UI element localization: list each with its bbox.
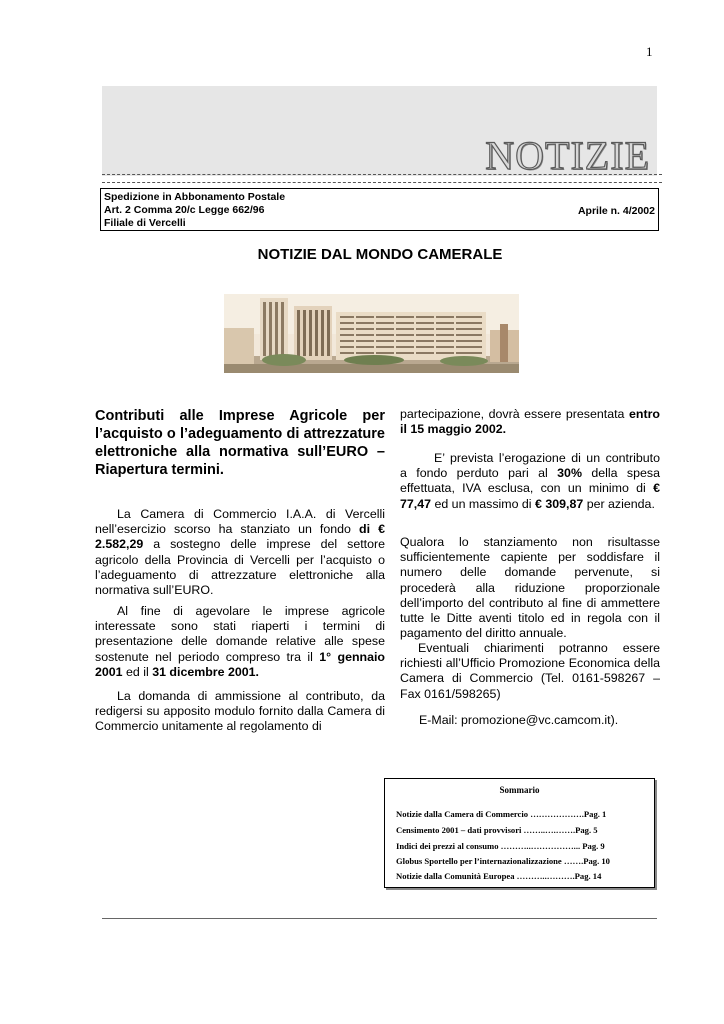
article-paragraph-7 — [400, 641, 660, 702]
toc-title: Sommario — [499, 785, 540, 795]
toc-item[interactable]: Censimento 2001 – dati provvisori ……..….…….Pag. 5 — [396, 825, 598, 835]
article-paragraph-2 — [95, 604, 385, 680]
article-paragraph-5 — [400, 451, 660, 512]
article-text: La domanda di ammissione al contributo, da redigersi su apposito modulo fornito dalla Camera di Commercio unitamente al regolamento di — [95, 689, 385, 734]
article-paragraph-6 — [400, 535, 660, 641]
deadline: entro il 15 maggio 2002. — [400, 407, 660, 437]
email-text: E-Mail: promozione@vc.camcom.it). — [419, 713, 619, 727]
building-photo — [224, 294, 519, 373]
article-paragraph-4 — [400, 407, 660, 437]
period-end: 31 dicembre 2001. — [152, 664, 259, 679]
period-start: 1° gennaio 2001 — [95, 649, 385, 679]
article-text: per azienda. — [583, 496, 655, 511]
article-paragraph-1 — [95, 507, 385, 598]
article-text: La Camera di Commercio I.A.A. di Vercelli nell’esercizio scorso ha stanziato un fondo — [95, 507, 385, 537]
double-dashed-rule — [102, 174, 662, 183]
section-headline: NOTIZIE DAL MONDO CAMERALE — [257, 246, 503, 263]
article-text: partecipazione, dovrà essere presentata — [400, 407, 630, 421]
article-text: a sostegno delle imprese del settore agricolo della Provincia di Vercelli per l’acquisto o l’adeguamento di attrezzature elettroniche alla normativa sull’EURO. — [95, 537, 385, 598]
contribution-percent: 30% — [557, 466, 582, 481]
table-of-contents-box — [384, 778, 655, 888]
article-text: Qualora lo stanziamento non risultasse sufficientemente capiente per soddisfare il numero delle domande pervenute, si procederà alla riduzione proporzionale dell’importo del contributo al fine di ammettere tutte le Ditte aventi titolo ed in regola con il pagamento del diritto annuale. — [400, 535, 660, 641]
page-number: 1 — [646, 44, 653, 59]
postal-info-line-1: Spedizione in Abbonamento Postale — [104, 191, 286, 203]
fund-amount: di € 2.582,29 — [95, 522, 385, 552]
article-paragraph-3 — [95, 689, 385, 735]
bottom-divider — [102, 918, 657, 919]
minimum-amount: € 77,47 — [400, 481, 660, 511]
toc-item[interactable]: Indici dei prezzi al consumo ………..……………... Pag. 9 — [396, 841, 605, 851]
article-title: Contributi alle Imprese Agricole per l’acquisto o l’adeguamento di attrezzature elettroniche alla normativa sull’EURO – Riapertura termini. — [95, 408, 385, 478]
postal-info-line-3: Filiale di Vercelli — [104, 217, 186, 229]
article-text: Eventuali chiarimenti potranno essere richiesti all’Ufficio Promozione Economica della Camera di Commercio (Tel. 0161-598267 – Fax 0161/598265) — [400, 641, 660, 701]
article-text: ed il — [122, 664, 153, 679]
masthead-title: NOTIZIE — [485, 133, 650, 178]
article-text: della spesa effettuata, IVA esclusa, con un minimo di — [400, 466, 660, 496]
toc-item[interactable]: Globus Sportello per l’internazionalizzazione …….Pag. 10 — [396, 856, 610, 866]
article-text: ed un massimo di — [431, 496, 536, 511]
toc-item[interactable]: Notizie dalla Comunità Europea ………..……….Pag. 14 — [396, 871, 602, 881]
postal-info-line-2: Art. 2 Comma 20/c Legge 662/96 — [104, 204, 265, 216]
postal-info-box — [100, 188, 659, 231]
toc-item[interactable]: Notizie dalla Camera di Commercio ……………….Pag. 1 — [396, 809, 607, 819]
article-text: Al fine di agevolare le imprese agricole interessate sono stati riaperti i termini di presentazione delle domande relative alle spese sostenute nel periodo compreso tra il — [95, 604, 385, 664]
article-text: E’ prevista l’erogazione di un contributo a fondo perduto pari al — [400, 451, 660, 481]
issue-number: Aprile n. 4/2002 — [577, 205, 655, 217]
contact-email — [419, 713, 659, 728]
maximum-amount: € 309,87 — [535, 496, 584, 511]
